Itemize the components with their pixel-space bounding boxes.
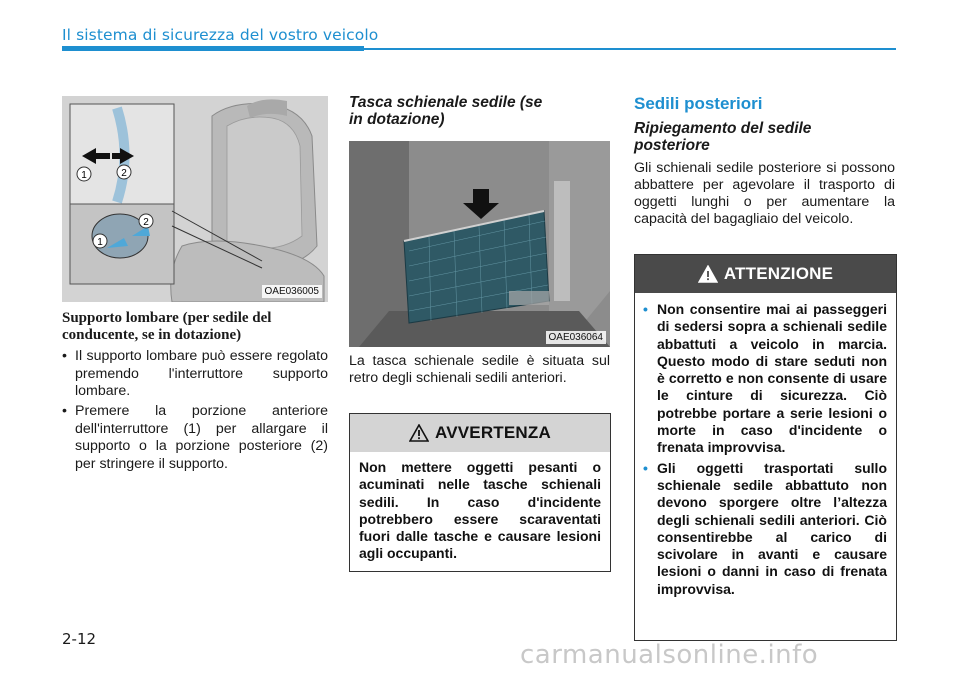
callout-1-switch: 1 [97,237,103,248]
callout-1: 1 [81,170,87,181]
list-item: • Premere la porzione anteriore dell'interruttore (1) per allargare il supporto o la porzione posteriore (2) per stringere il supporto. [62,403,328,472]
pocket-text: La tasca schienale sedile è situata sul retro degli schienali sedili anteriori. [349,353,610,386]
warning-triangle-icon [698,265,718,283]
fold-heading: Ripiegamento del sedile posteriore [634,120,812,154]
pocket-illustration [349,141,610,347]
rear-seats-heading: Sedili posteriori [634,94,763,113]
bullet-dot: • [643,459,648,476]
watermark: carmanualsonline.info [520,640,819,670]
warning-header [350,414,610,452]
callout-2-switch: 2 [143,217,149,228]
section-title: Il sistema di sicurezza del vostro veicolo [62,26,379,44]
caution-box [634,254,897,641]
page-number: 2-12 [62,630,97,648]
lumbar-support-figure [62,96,328,302]
seat-illustration [62,96,328,302]
caution-body [635,293,896,598]
list-item: • Il supporto lombare può essere regolato premendo l'interruttore supporto lombare. [62,348,328,399]
warning-title: AVVERTENZA [435,423,551,442]
list-item [639,301,887,457]
header-rule-thin [364,48,896,50]
bullet-dot: • [643,301,648,317]
caution-header [635,255,896,293]
caution-bullet-2: Gli oggetti trasportati sullo schienale sedile abbattuto non devono sporgere oltre l’altezza degli schienali sedili anteriori. Ciò consentirebbe al carico di scivolare in avanti e causare lesioni o danni in caso di frenata improvvisa. [657,459,887,597]
callout-2: 2 [121,168,127,179]
figure-code: OAE036005 [262,285,323,298]
warning-box [349,413,611,572]
seatback-pocket-figure [349,141,610,347]
lumbar-bullet-2: Premere la porzione anteriore dell'interruttore (1) per allargare il supporto o la porzione posteriore (2) per stringere il supporto. [75,403,328,472]
warning-triangle-icon [409,424,429,442]
figure-code: OAE036064 [546,331,607,344]
header-rule-thick [62,46,364,51]
rear-seats-text: Gli schienali sedile posteriore si possono abbattere per agevolare il trasporto di oggetti lunghi o per aumentare la capacità del bagagliaio del veicolo. [634,160,895,227]
lumbar-bullet-1: Il supporto lombare può essere regolato premendo l'interruttore supporto lombare. [75,348,328,399]
list-item [639,460,887,598]
caution-bullet-1: Non consentire mai ai passeggeri di sedersi sopra a schienali sedile abbattuti a veicolo in marcia. Questo modo di stare seduti non è corretto e non consente di usare le cinture di sicurezza. Ciò potrebbe portare a serie lesioni o morte in caso d'incidente o frenata improvvisa. [657,301,887,456]
warning-text: Non mettere oggetti pesanti o acuminati nelle tasche schienali sedili. In caso d'incidente potrebbero essere scaraventati fuori dalle tasche e causare lesioni agli occupanti. [359,459,601,562]
caution-title: ATTENZIONE [723,264,834,283]
pocket-heading: Tasca schienale sedile (se in dotazione) [349,94,543,128]
lumbar-heading: Supporto lombare (per sedile del conducente, se in dotazione) [62,310,272,343]
